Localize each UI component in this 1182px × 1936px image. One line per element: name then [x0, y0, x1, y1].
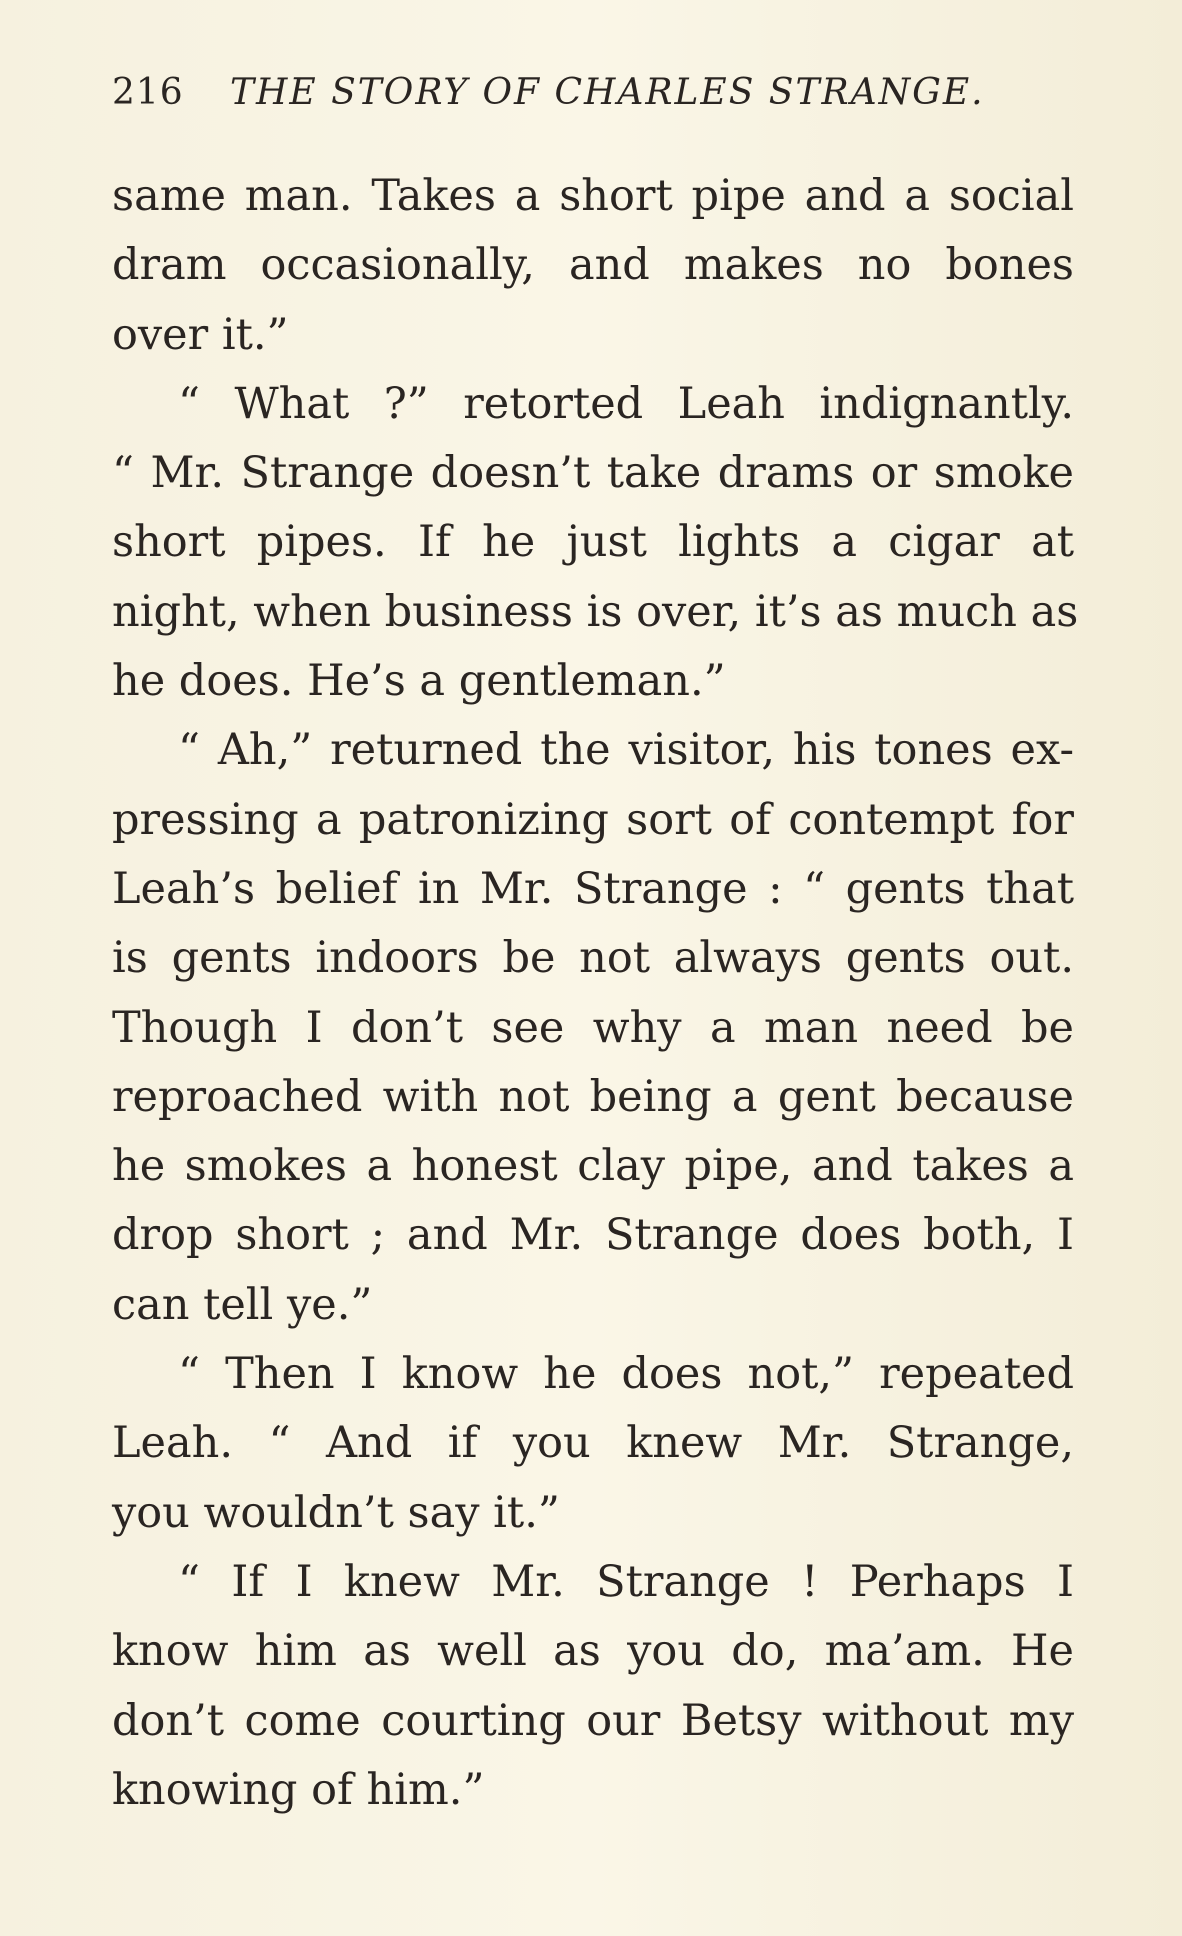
text-line: over it.”: [112, 309, 289, 360]
text-line: can tell ye.”: [112, 1279, 373, 1330]
text-line: Leah. “ And if you knew Mr. Strange,: [112, 1418, 1074, 1469]
running-title: THE STORY OF CHARLES STRANGE.: [230, 72, 985, 113]
text-line: drop short ; and Mr. Strange does both, I: [112, 1210, 1074, 1261]
text-line: reproached with not being a gent because: [112, 1071, 1074, 1122]
text-line: know him as well as you do, ma’am. He: [112, 1626, 1074, 1677]
text-line: “ What ?” retorted Leah indignantly.: [178, 378, 1074, 429]
page-number: 216: [112, 72, 184, 113]
text-line: Though I don’t see why a man need be: [112, 1002, 1074, 1053]
text-line: you wouldn’t say it.”: [112, 1487, 560, 1538]
running-header: [112, 72, 1072, 120]
text-line: “ Mr. Strange doesn’t take drams or smoke: [112, 448, 1074, 499]
text-line: “ If I knew Mr. Strange ! Perhaps I: [178, 1556, 1074, 1607]
text-line: is gents indoors be not always gents out.: [112, 933, 1074, 984]
text-line: don’t come courting our Betsy without my: [112, 1695, 1074, 1746]
text-line: knowing of him.”: [112, 1764, 485, 1815]
text-line: night, when business is over, it’s as much as: [112, 586, 1079, 637]
body-text: [112, 162, 1079, 1825]
text-line: pressing a patronizing sort of contempt for: [112, 794, 1074, 845]
text-line: dram occasionally, and makes no bones: [112, 240, 1074, 291]
text-line: he does. He’s a gentleman.”: [112, 656, 726, 707]
text-line: he smokes a honest clay pipe, and takes a: [112, 1141, 1074, 1192]
text-line: Leah’s belief in Mr. Strange : “ gents that: [112, 863, 1074, 914]
text-line: short pipes. If he just lights a cigar at: [112, 517, 1074, 568]
text-line: “ Then I know he does not,” repeated: [178, 1349, 1074, 1400]
text-line: same man. Takes a short pipe and a social: [112, 171, 1074, 221]
text-line: “ Ah,” returned the visitor, his tones ex-: [178, 725, 1074, 776]
